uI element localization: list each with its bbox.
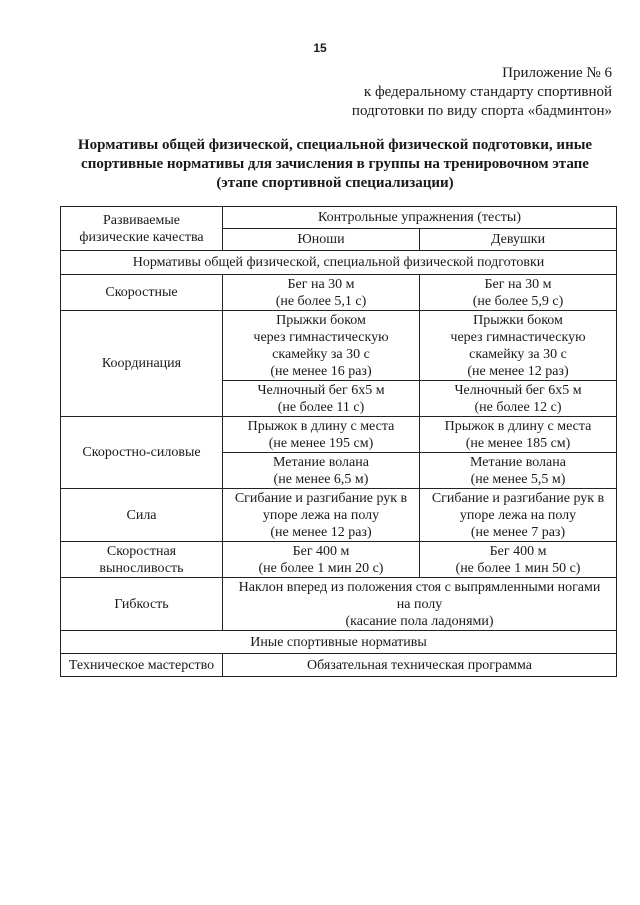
strength-girls-cell: Сгибание и разгибание рук в упоре лежа на полу (не менее 7 раз) xyxy=(420,489,617,542)
section-row xyxy=(61,251,617,275)
section-row xyxy=(61,631,617,654)
coordination-shuttle-girls-cell: Челночный бег 6х5 м (не более 12 с) xyxy=(420,381,617,417)
appendix-line: к федеральному стандарту спортивной xyxy=(363,84,612,100)
coordination-jump-girls-cell: Прыжки боком через гимнастическую скамейку за 30 с (не менее 12 раз) xyxy=(420,311,617,381)
speed-boys-cell: Бег на 30 м (не более 5,1 с) xyxy=(223,275,420,311)
appendix-line: Приложение № 6 xyxy=(502,65,612,81)
header-tests: Контрольные упражнения (тесты) xyxy=(223,207,617,229)
long-jump-boys-cell: Прыжок в длину с места (не менее 195 см) xyxy=(223,417,420,453)
quality-speed: Скоростные xyxy=(61,275,223,311)
table-row xyxy=(61,311,617,381)
coordination-jump-boys-cell: Прыжки боком через гимнастическую скамейку за 30 с (не менее 16 раз) xyxy=(223,311,420,381)
quality-coordination: Координация xyxy=(61,311,223,417)
appendix-header xyxy=(282,64,612,121)
table-row xyxy=(61,654,617,677)
throw-girls-cell: Метание волана (не менее 5,5 м) xyxy=(420,453,617,489)
header-qualities: Развиваемые физические качества xyxy=(61,207,223,251)
title-line: (этапе спортивной специализации) xyxy=(216,175,454,191)
long-jump-girls-cell: Прыжок в длину с места (не менее 185 см) xyxy=(420,417,617,453)
quality-flexibility: Гибкость xyxy=(61,578,223,631)
appendix-line: подготовки по виду спорта «бадминтон» xyxy=(351,103,612,119)
title-line: спортивные нормативы для зачисления в группы на тренировочном этапе xyxy=(81,156,589,172)
coordination-shuttle-boys-cell: Челночный бег 6х5 м (не более 11 с) xyxy=(223,381,420,417)
header-boys: Юноши xyxy=(223,229,420,251)
table-row xyxy=(61,417,617,453)
table-row xyxy=(61,542,617,578)
document-title xyxy=(50,136,620,193)
endurance-boys-cell: Бег 400 м (не более 1 мин 20 с) xyxy=(223,542,420,578)
throw-boys-cell: Метание волана (не менее 6,5 м) xyxy=(223,453,420,489)
endurance-girls-cell: Бег 400 м (не более 1 мин 50 с) xyxy=(420,542,617,578)
table-row xyxy=(61,275,617,311)
strength-boys-cell: Сгибание и разгибание рук в упоре лежа на полу (не менее 12 раз) xyxy=(223,489,420,542)
title-line: Нормативы общей физической, специальной физической подготовки, иные xyxy=(77,137,593,153)
technique-test-cell: Обязательная техническая программа xyxy=(223,654,617,677)
table-row xyxy=(61,578,617,631)
table-header-row xyxy=(61,207,617,229)
table-row xyxy=(61,489,617,542)
quality-speed-power: Скоростно-силовые xyxy=(61,417,223,489)
flexibility-test-cell: Наклон вперед из положения стоя с выпрямленными ногами на полу (касание пола ладонями) xyxy=(223,578,617,631)
quality-strength: Сила xyxy=(61,489,223,542)
quality-endurance: Скоростная выносливость xyxy=(61,542,223,578)
section-title-general: Нормативы общей физической, специальной физической подготовки xyxy=(61,251,617,275)
norms-table xyxy=(60,206,617,677)
header-girls: Девушки xyxy=(420,229,617,251)
page-number: 15 xyxy=(313,41,327,55)
speed-girls-cell: Бег на 30 м (не более 5,9 с) xyxy=(420,275,617,311)
section-title-other: Иные спортивные нормативы xyxy=(61,631,617,654)
quality-technique: Техническое мастерство xyxy=(61,654,223,677)
